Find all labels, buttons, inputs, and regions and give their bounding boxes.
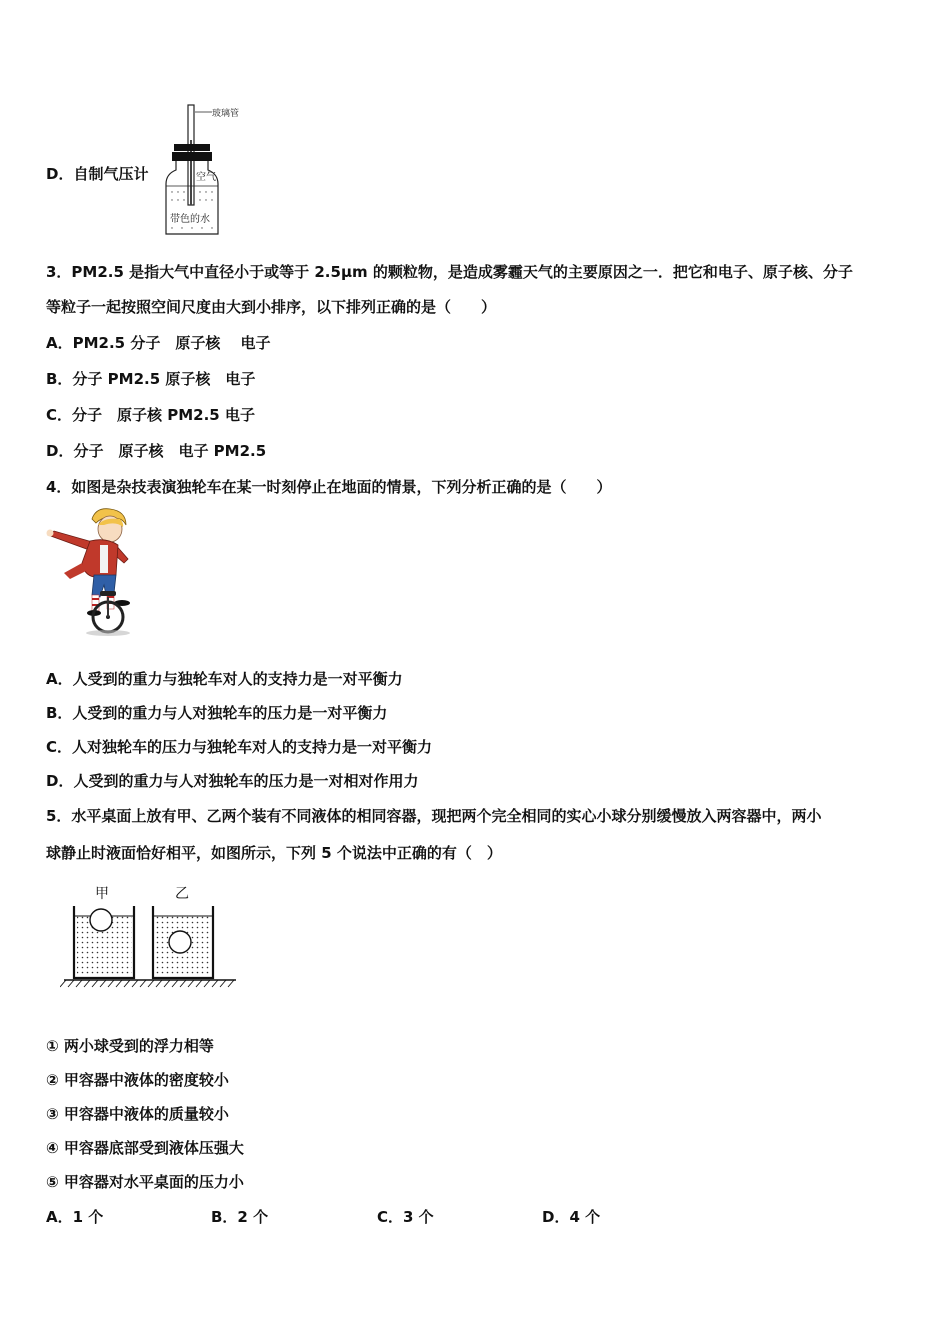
q4-stem: 4．如图是杂技表演独轮车在某一时刻停止在地面的情景，下列分析正确的是（ ） — [46, 478, 612, 496]
q5-statement-4: ④ 甲容器底部受到液体压强大 — [46, 1139, 244, 1157]
q4-option-b: B．人受到的重力与人对独轮车的压力是一对平衡力 — [46, 704, 388, 722]
q5-statement-3: ③ 甲容器中液体的质量较小 — [46, 1105, 229, 1123]
q5-statement-2: ② 甲容器中液体的密度较小 — [46, 1071, 229, 1089]
label-glass-tube: 玻璃管 — [212, 109, 240, 119]
q4-option-d: D．人受到的重力与人对独轮车的压力是一对相对作用力 — [46, 772, 419, 790]
unicycle-illustration — [44, 505, 139, 637]
q3-stem-line1: 3．PM2.5 是指大气中直径小于或等于 2.5μm 的颗粒物，是造成雾霾天气的主要原因之一．把它和电子、原子核、分子 — [46, 263, 853, 281]
label-air: 空气 — [196, 172, 216, 183]
q3-stem-line2: 等粒子一起按照空间尺度由大到小排序，以下排列正确的是（ ） — [46, 298, 497, 316]
q4-option-a: A．人受到的重力与独轮车对人的支持力是一对平衡力 — [46, 670, 403, 688]
q4-option-c: C．人对独轮车的压力与独轮车对人的支持力是一对平衡力 — [46, 738, 433, 756]
barometer-figure — [160, 100, 260, 240]
q5-answer-c: C．3 个 — [377, 1208, 434, 1226]
containers-figure — [60, 880, 240, 990]
q5-stem-line1: 5．水平桌面上放有甲、乙两个装有不同液体的相同容器，现把两个完全相同的实心小球分别缓慢放入两容器中，两小 — [46, 807, 822, 825]
label-container-jia: 甲 — [95, 886, 109, 902]
q5-statement-1: ① 两小球受到的浮力相等 — [46, 1037, 214, 1055]
q5-answer-a: A．1 个 — [46, 1208, 104, 1226]
q5-answer-d: D．4 个 — [542, 1208, 601, 1226]
q2-option-d: D．自制气压计 — [46, 165, 149, 183]
q3-option-d: D．分子 原子核 电子 PM2.5 — [46, 442, 267, 460]
label-container-yi: 乙 — [175, 886, 189, 902]
q5-statement-5: ⑤ 甲容器对水平桌面的压力小 — [46, 1173, 244, 1191]
q3-option-b: B．分子 PM2.5 原子核 电子 — [46, 370, 256, 388]
q5-stem-line2: 球静止时液面恰好相平，如图所示，下列 5 个说法中正确的有（ ） — [46, 844, 502, 862]
q5-answer-b: B．2 个 — [211, 1208, 269, 1226]
label-colored-water: 带色的水 — [170, 214, 210, 225]
q3-option-c: C．分子 原子核 PM2.5 电子 — [46, 406, 255, 424]
q3-option-a: A．PM2.5 分子 原子核 电子 — [46, 334, 271, 352]
